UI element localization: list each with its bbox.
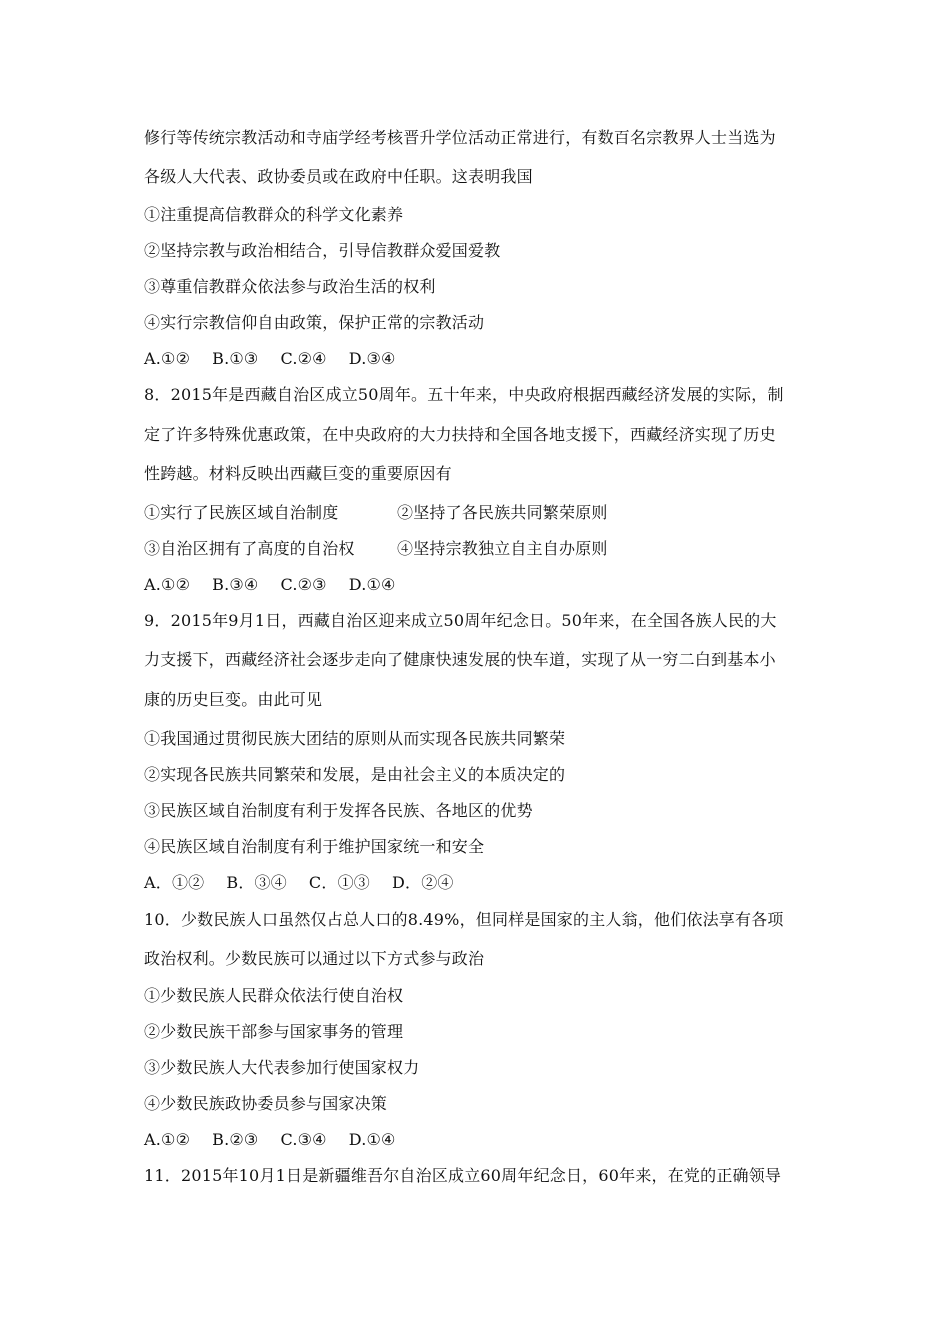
q8-item-1: ①实行了民族区域自治制度 [144,503,339,522]
q9-item-1: ①我国通过贯彻民族大团结的原则从而实现各民族共同繁荣 [144,729,566,748]
q10-option-d: D.①④ [348,1130,396,1149]
q7-item-3: ③尊重信教群众依法参与政治生活的权利 [144,277,436,296]
q10-stem-line-2: 政治权利。少数民族可以通过以下方式参与政治 [144,949,485,968]
q7-item-1: ①注重提高信教群众的科学文化素养 [144,205,404,224]
q10-item-4: ④少数民族政协委员参与国家决策 [144,1094,388,1113]
q8-stem-line-3: 性跨越。材料反映出西藏巨变的重要原因有 [144,464,452,483]
q8-item-3: ③自治区拥有了高度的自治权 [144,539,355,558]
q7-item-2: ②坚持宗教与政治相结合，引导信教群众爱国爱教 [144,241,501,260]
q11-stem-line-1: 11．2015年10月1日是新疆维吾尔自治区成立60周年纪念日，60年来，在党的正确领导 [144,1166,782,1185]
q9-item-3: ③民族区域自治制度有利于发挥各民族、各地区的优势 [144,801,533,820]
q7-option-d: D.③④ [348,349,396,368]
q10-option-c: C.③④ [280,1130,327,1149]
q10-item-3: ③少数民族人大代表参加行使国家权力 [144,1058,420,1077]
q8-option-d: D.①④ [348,575,396,594]
q8-option-c: C.②③ [280,575,327,594]
q7-option-a: A.①② [144,349,191,368]
q10-item-1: ①少数民族人民群众依法行使自治权 [144,986,404,1005]
q9-stem-line-2: 力支援下，西藏经济社会逐步走向了健康快速发展的快车道，实现了从一穷二白到基本小 [144,650,776,669]
q8-stem-line-2: 定了许多特殊优惠政策，在中央政府的大力扶持和全国各地支援下，西藏经济实现了历史 [144,425,776,444]
q8-item-4: ④坚持宗教独立自主自办原则 [397,539,608,558]
q8-options [144,575,396,595]
q9-option-b: B．③④ [226,873,287,892]
q10-options [144,1130,396,1150]
q8-stem-line-1: 8．2015年是西藏自治区成立50周年。五十年来，中央政府根据西藏经济发展的实际，制 [144,385,784,404]
q9-option-c: C．①③ [308,873,370,892]
q7-item-4: ④实行宗教信仰自由政策，保护正常的宗教活动 [144,313,485,332]
q8-option-a: A.①② [144,575,191,594]
q7-option-c: C.②④ [280,349,327,368]
q9-item-4: ④民族区域自治制度有利于维护国家统一和安全 [144,837,485,856]
q9-item-2: ②实现各民族共同繁荣和发展，是由社会主义的本质决定的 [144,765,566,784]
q10-stem-line-1: 10．少数民族人口虽然仅占总人口的8.49%，但同样是国家的主人翁，他们依法享有各项 [144,910,784,929]
q9-option-a: A．①② [144,873,205,892]
q9-stem-line-1: 9．2015年9月1日，西藏自治区迎来成立50周年纪念日。50年来，在全国各族人民的大 [144,611,777,630]
q7-stem-line-1: 修行等传统宗教活动和寺庙学经考核晋升学位活动正常进行，有数百名宗教界人士当选为 [144,128,776,147]
q9-options [144,873,454,893]
q7-stem-line-2: 各级人大代表、政协委员或在政府中任职。这表明我国 [144,167,533,186]
q7-option-b: B.①③ [212,349,259,368]
q9-option-d: D．②④ [391,873,454,892]
q10-option-b: B.②③ [212,1130,259,1149]
q7-options [144,349,396,369]
q8-items-row-2 [144,539,608,559]
q8-item-2: ②坚持了各民族共同繁荣原则 [397,503,608,522]
q8-option-b: B.③④ [212,575,259,594]
q10-item-2: ②少数民族干部参与国家事务的管理 [144,1022,404,1041]
q9-stem-line-3: 康的历史巨变。由此可见 [144,690,323,709]
q8-items-row-1 [144,503,608,523]
q10-option-a: A.①② [144,1130,191,1149]
